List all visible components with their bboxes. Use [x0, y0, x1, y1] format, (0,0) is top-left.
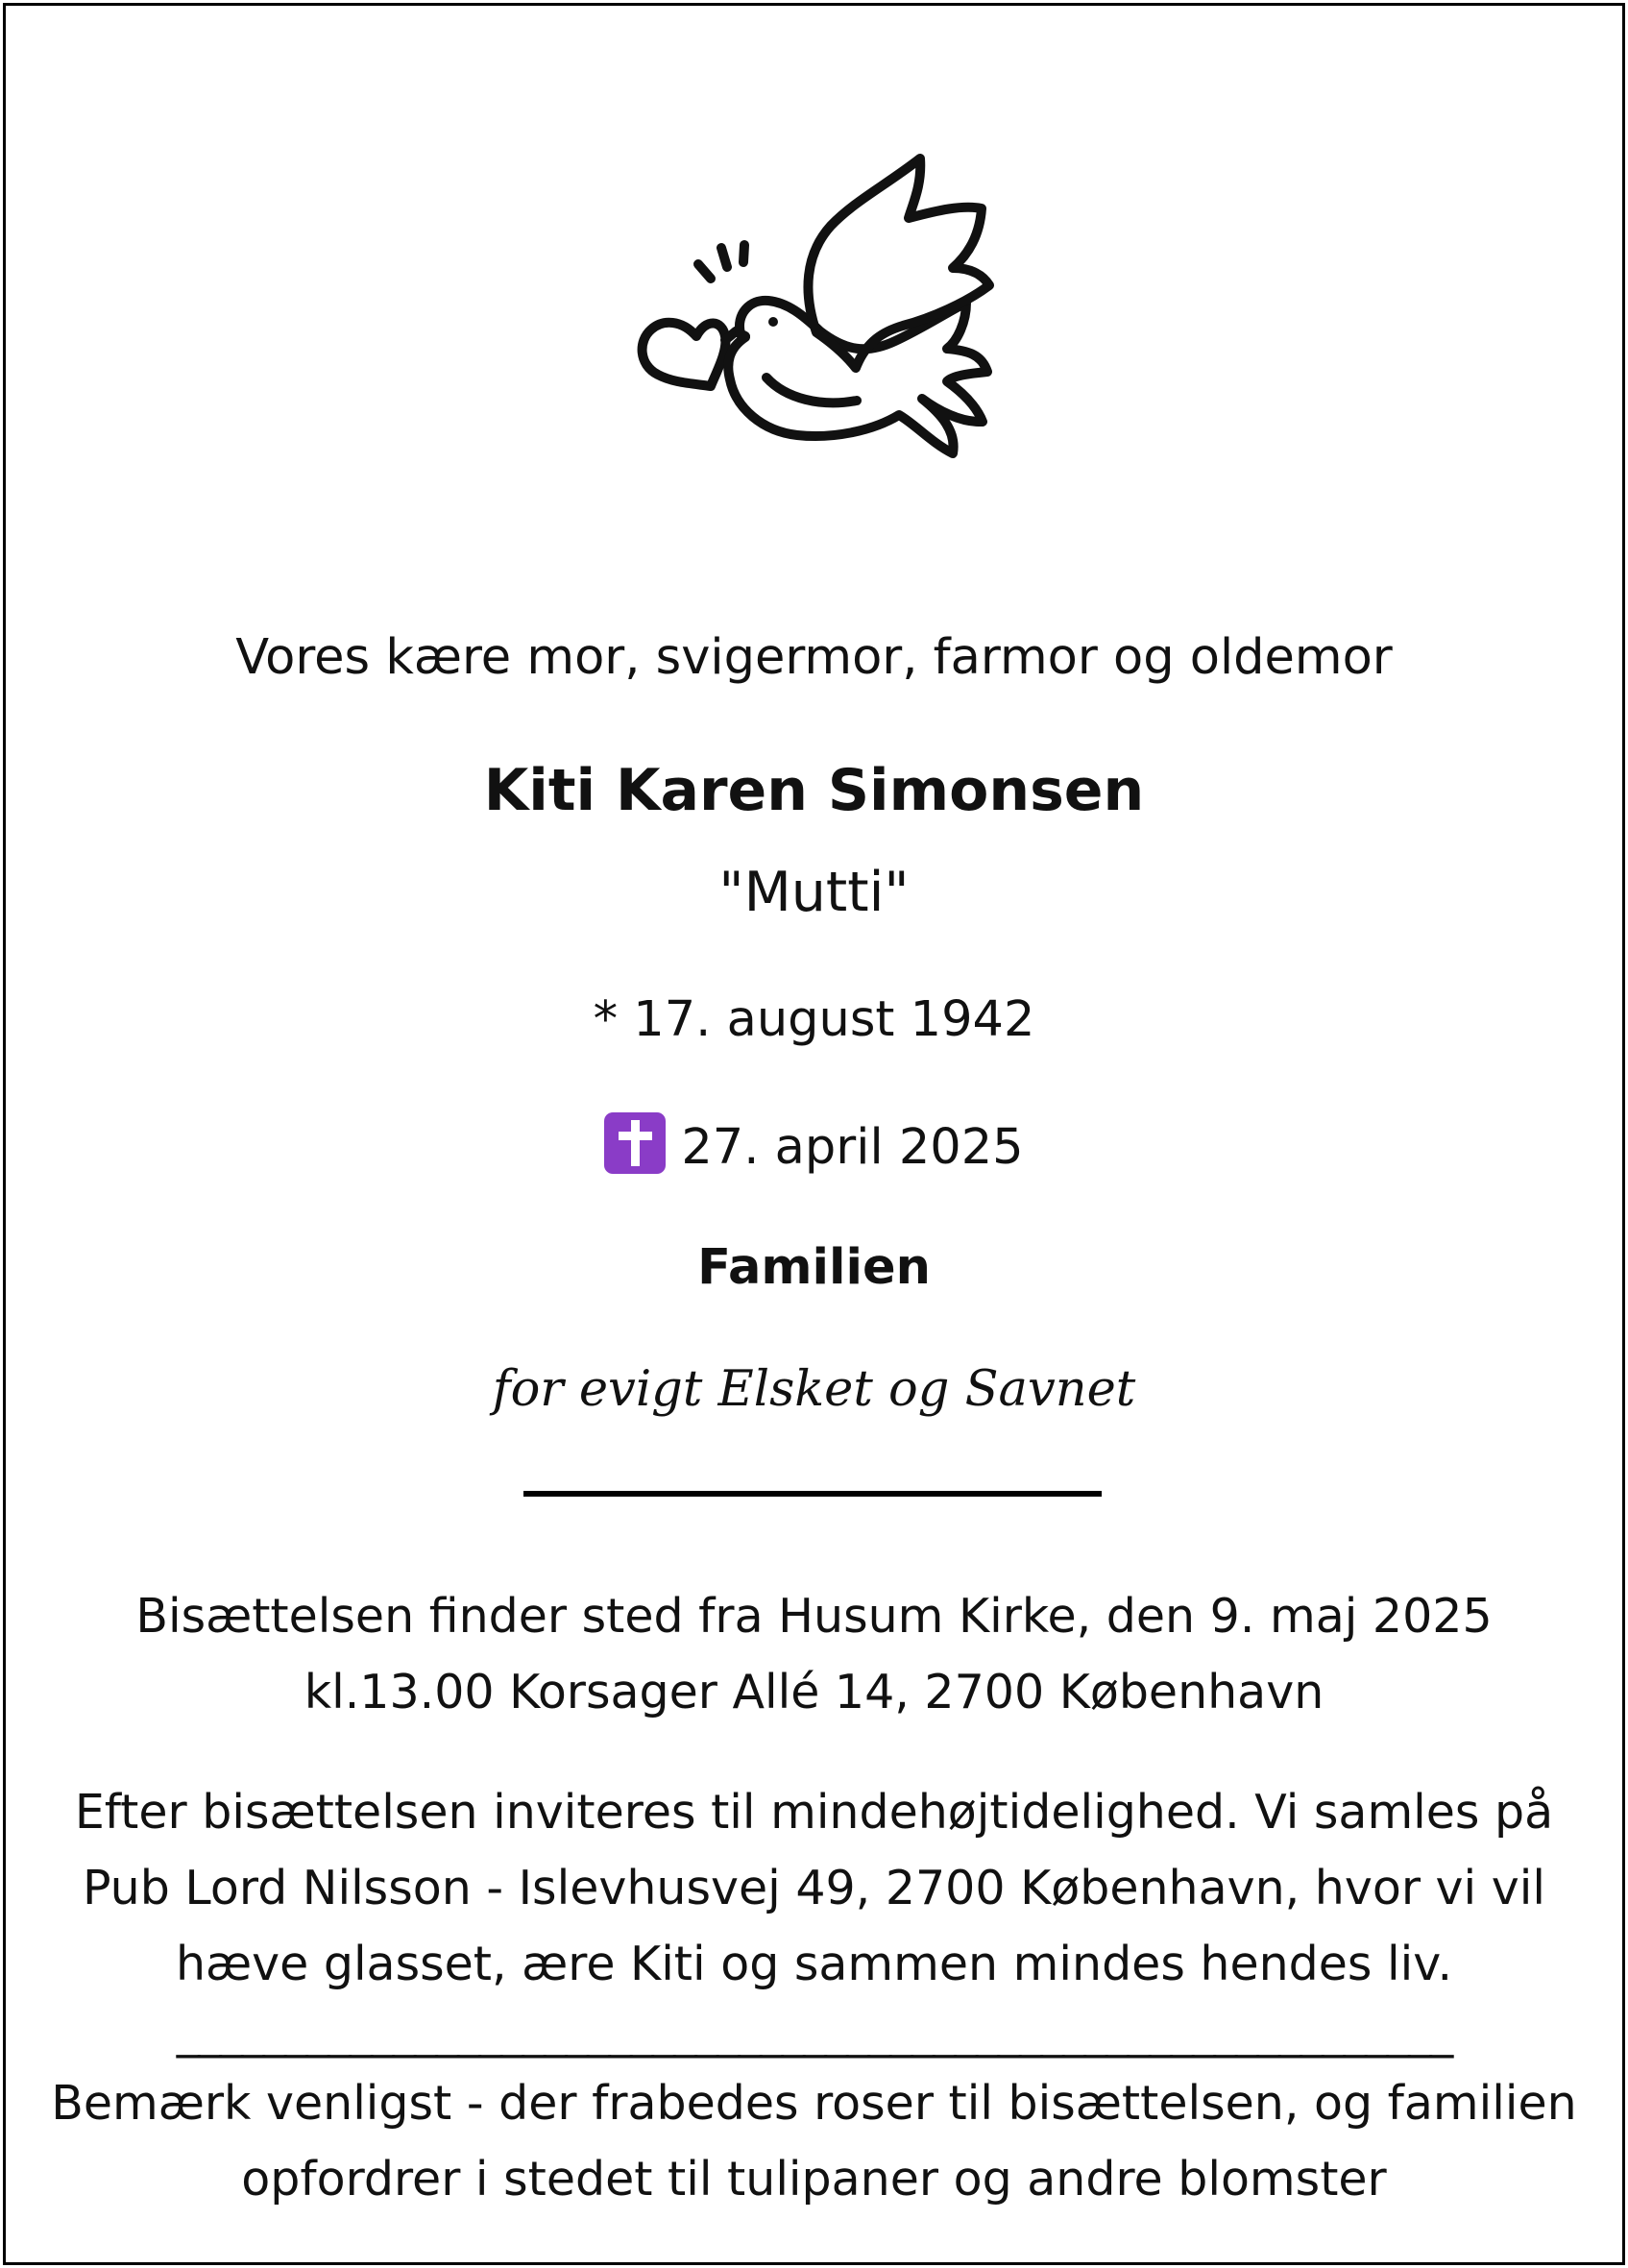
- ceremony-details: [0, 1578, 1628, 1730]
- note-line: opfordrer i stedet til tulipaner og andre blomster: [241, 2152, 1387, 2207]
- death-date-line: [0, 1112, 1628, 1176]
- death-date: 27. april 2025: [681, 1119, 1024, 1176]
- ceremony-line: Bisættelsen finder sted fra Husum Kirke, den 9. maj 2025: [135, 1589, 1493, 1644]
- note-line: Bemærk venligst - der frabedes roser til bisættelsen, og familien: [51, 2076, 1577, 2131]
- flower-note: [0, 2065, 1628, 2217]
- intro-text: Vores kære mor, svigermor, farmor og oldemor: [235, 629, 1393, 686]
- reception-line: Efter bisættelsen inviteres til mindehøjtidelighed. Vi samles på: [74, 1785, 1554, 1840]
- signature-family: Familien: [697, 1239, 931, 1296]
- divider-line: [523, 1491, 1102, 1497]
- reception-details: [0, 1774, 1628, 2002]
- deceased-name: Kiti Karen Simonsen: [483, 757, 1145, 824]
- latin-cross-icon: [604, 1112, 666, 1174]
- motto: for evigt Elsket og Savnet: [492, 1361, 1136, 1418]
- ceremony-line: kl.13.00 Korsager Allé 14, 2700 København: [304, 1665, 1324, 1719]
- reception-line: Pub Lord Nilsson - Islevhusvej 49, 2700 København, hvor vi vil: [83, 1861, 1545, 1915]
- reception-line: hæve glasset, ære Kiti og sammen mindes hendes liv.: [175, 1937, 1453, 1991]
- nickname: "Mutti": [718, 861, 910, 924]
- birth-date: * 17. august 1942: [593, 991, 1035, 1048]
- underscore-separator: ___________________________________________________________: [176, 2004, 1452, 2059]
- dove-with-heart-icon: [615, 149, 999, 476]
